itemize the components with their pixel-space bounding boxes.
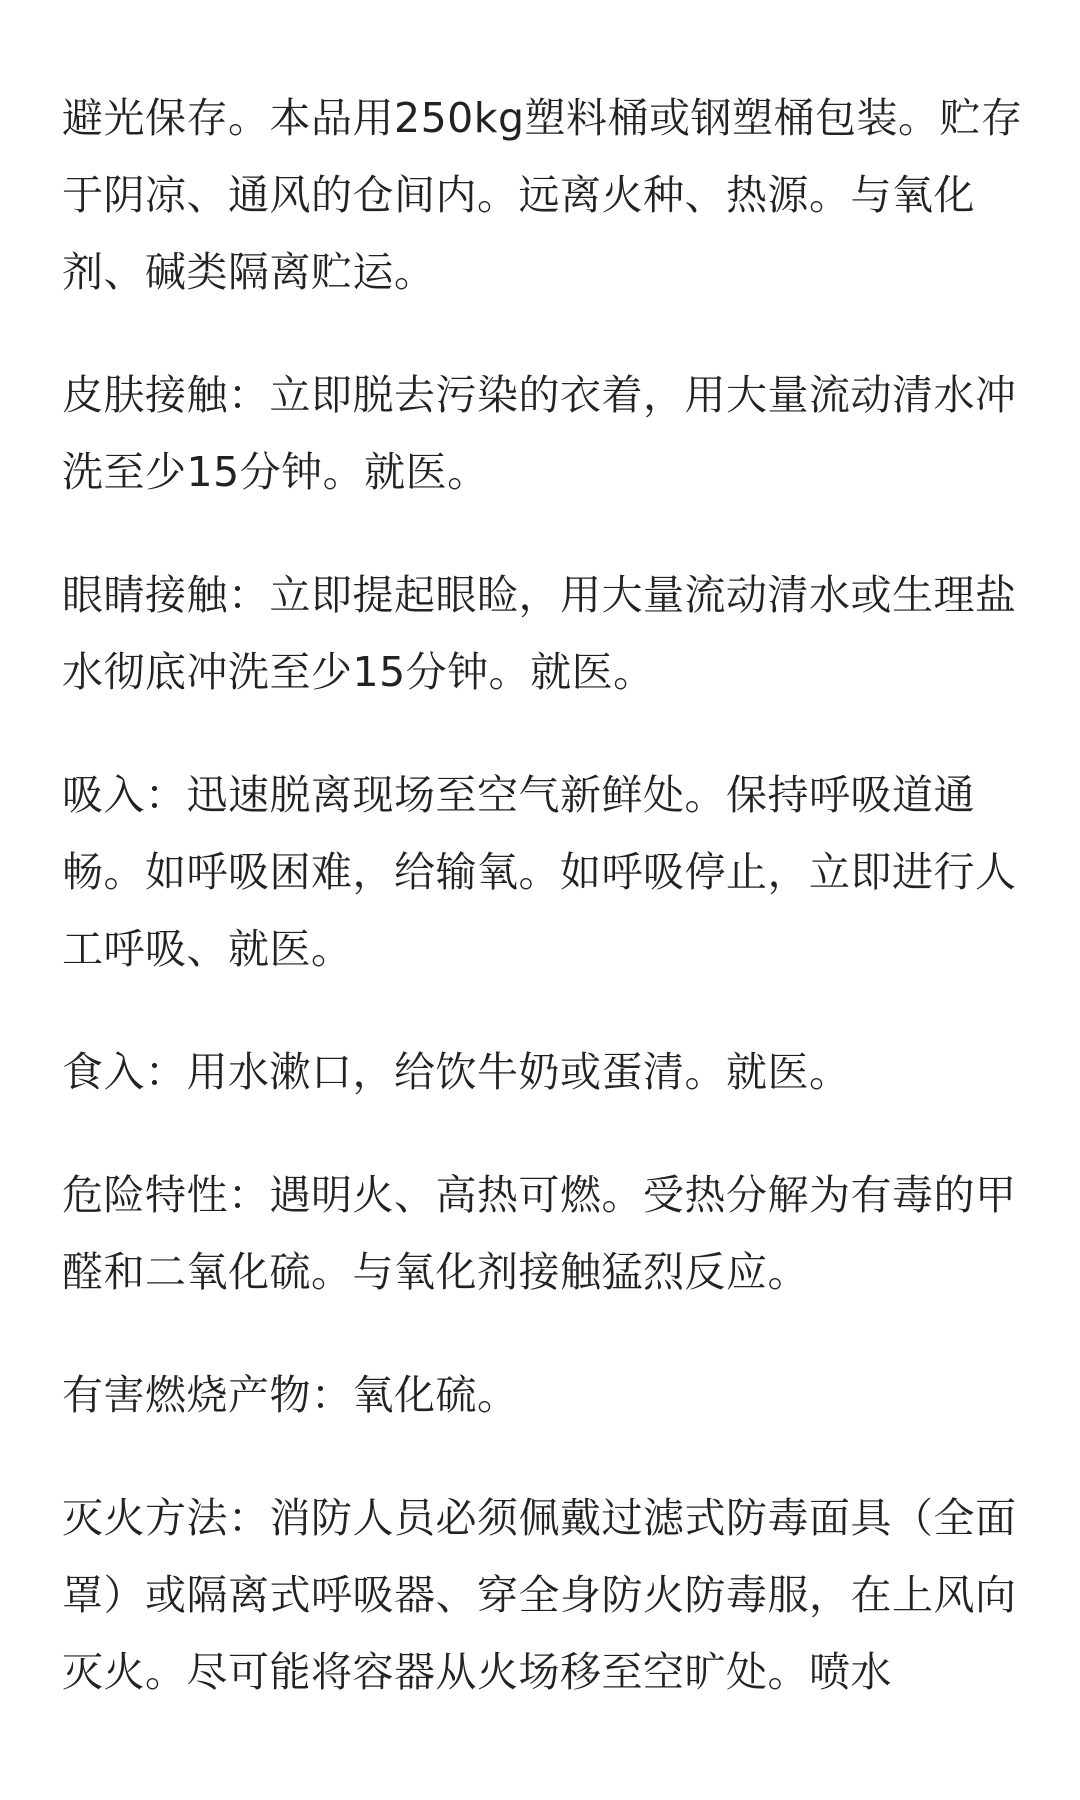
paragraph-combustion-products: 有害燃烧产物：氧化硫。 <box>62 1371 519 1419</box>
article-body <box>62 80 1030 1711</box>
paragraph-ingestion: 食入：用水漱口，给饮牛奶或蛋清。就医。 <box>62 1048 851 1096</box>
paragraph-storage: 避光保存。本品用250kg塑料桶或钢塑桶包装。贮存于阴凉、通风的仓间内。远离火种、热源。与氧化剂、碱类隔离贮运。 <box>62 94 1023 296</box>
paragraph-skin-contact: 皮肤接触：立即脱去污染的衣着，用大量流动清水冲洗至少15分钟。就医。 <box>62 371 1017 496</box>
paragraph-hazard: 危险特性：遇明火、高热可燃。受热分解为有毒的甲醛和二氧化硫。与氧化剂接触猛烈反应。 <box>62 1171 1017 1296</box>
paragraph-inhalation: 吸入：迅速脱离现场至空气新鲜处。保持呼吸道通畅。如呼吸困难，给输氧。如呼吸停止，立即进行人工呼吸、就医。 <box>62 771 1017 973</box>
paragraph-firefighting: 灭火方法：消防人员必须佩戴过滤式防毒面具（全面罩）或隔离式呼吸器、穿全身防火防毒服，在上风向灭火。尽可能将容器从火场移至空旷处。喷水 <box>62 1494 1017 1696</box>
paragraph-eye-contact: 眼睛接触：立即提起眼睑，用大量流动清水或生理盐水彻底冲洗至少15分钟。就医。 <box>62 571 1017 696</box>
